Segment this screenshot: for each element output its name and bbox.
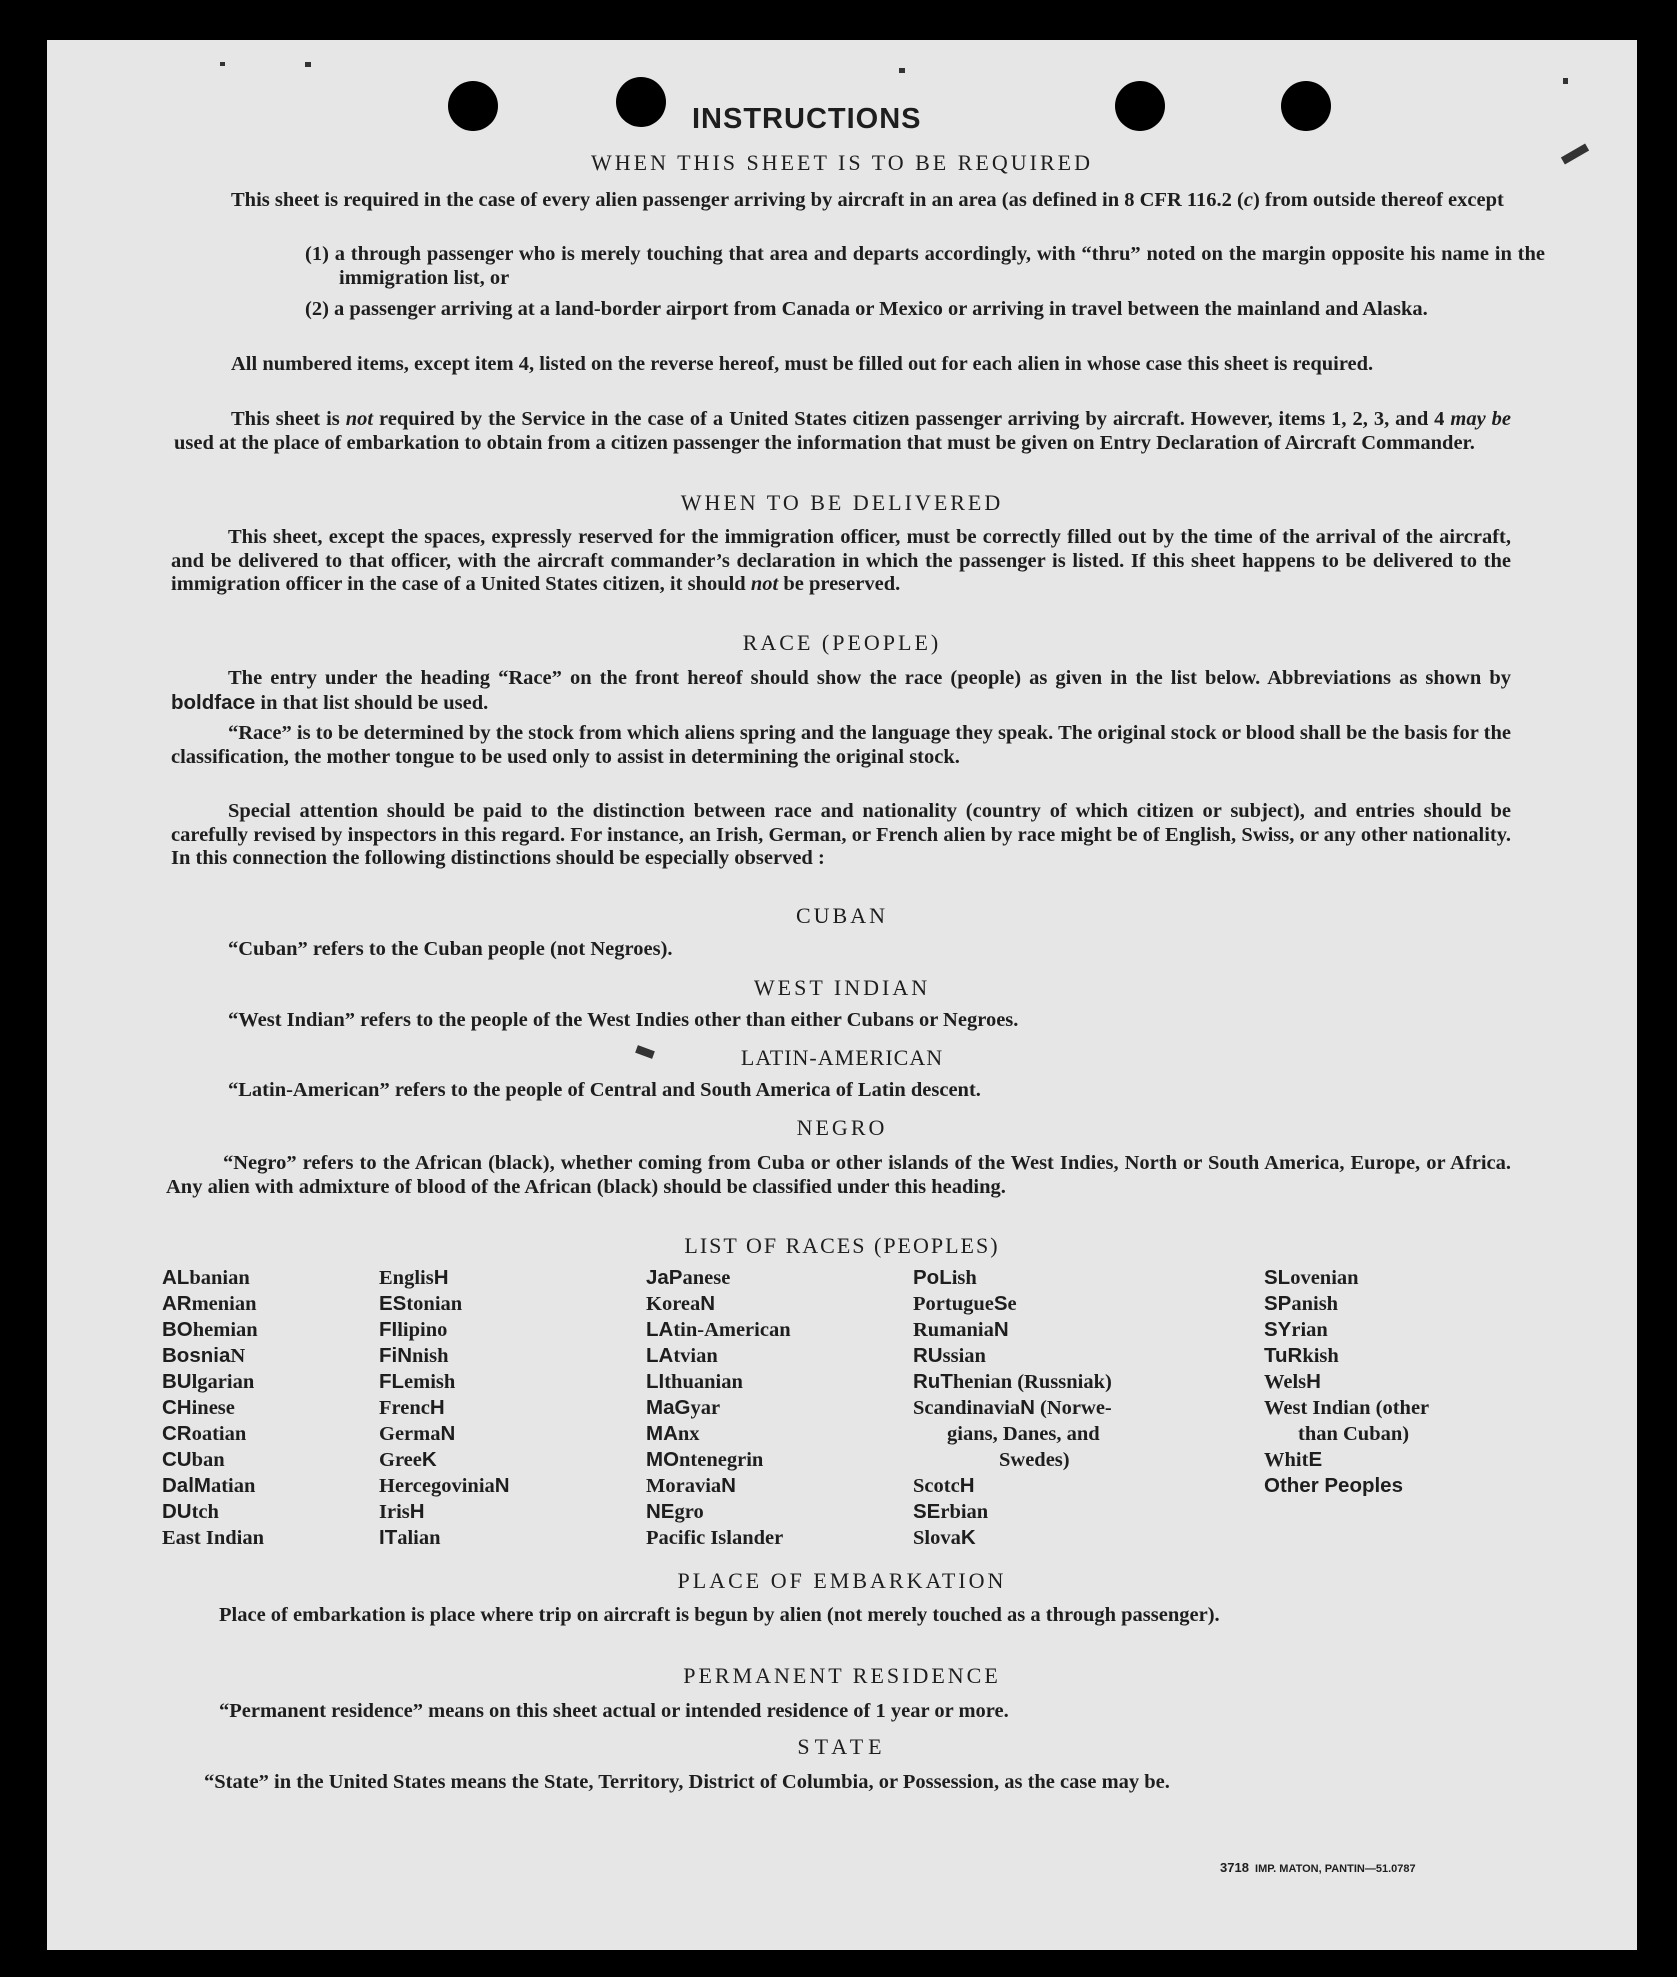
paragraph: “Latin-American” refers to the people of Central and South America of Latin descent. — [228, 1079, 981, 1101]
race-item: FrencH — [379, 1396, 445, 1419]
paragraph: “West Indian” refers to the people of the West Indies other than either Cubans or Negroes. — [228, 1009, 1019, 1031]
ink-mark — [220, 62, 225, 66]
section-heading: PLACE OF EMBARKATION — [677, 1568, 1007, 1593]
race-item: ALbanian — [162, 1266, 250, 1289]
race-item: TuRkish — [1264, 1344, 1339, 1367]
paragraph: Place of embarkation is place where trip on aircraft is begun by alien (not merely touched as a through passenger). — [219, 1604, 1220, 1626]
paragraph: “Permanent residence” means on this sheet actual or intended residence of 1 year or more. — [219, 1700, 1009, 1722]
race-item: CHinese — [162, 1396, 235, 1419]
race-item: FiNnish — [379, 1344, 449, 1367]
race-item: CRoatian — [162, 1422, 247, 1445]
paragraph: Special attention should be paid to the distinction between race and nationality (country of which citizen or subject), and entries should be carefully revised by inspectors in this regard. For instance, an Irish, German, or French alien by race might be of English, Swiss, or any other nationality. In this connection the following distinctions should be especially observed : — [171, 800, 1511, 869]
race-item: MOntenegrin — [646, 1448, 764, 1471]
race-item: SPanish — [1264, 1292, 1339, 1315]
paragraph: “Cuban” refers to the Cuban people (not Negroes). — [228, 938, 673, 960]
race-item: ScotcH — [913, 1474, 975, 1497]
ink-mark — [305, 62, 311, 67]
section-heading: CUBAN — [795, 903, 888, 928]
race-item: PortugueSe — [913, 1292, 1017, 1315]
ink-mark — [1563, 78, 1568, 84]
paragraph: The entry under the heading “Race” on the front hereof should show the race (people) as given in the list below. Abbreviations as shown by boldface in that list should be used. — [171, 667, 1511, 714]
race-item: ITalian — [379, 1526, 441, 1549]
list-item: (1) a through passenger who is merely touching that area and departs accordingly, with “thru” noted on the margin opposite his name in the immigration list, or — [305, 243, 1545, 289]
race-item: NEgro — [646, 1500, 704, 1523]
race-item: GreeK — [379, 1448, 437, 1471]
race-item: DalMatian — [162, 1474, 256, 1497]
race-item: KoreaN — [646, 1292, 716, 1315]
race-item: Other Peoples — [1264, 1474, 1403, 1497]
paragraph: This sheet, except the spaces, expressly reserved for the immigration officer, must be correctly filled out by the time of the arrival of the aircraft, and be delivered to that officer, with the aircraft commander’s declaration in which the passenger is listed. If this sheet happens to be delivered to the immigration officer in the case of a United States citizen, it should not be preserved. — [171, 526, 1511, 595]
paragraph: “State” in the United States means the State, Territory, District of Columbia, or Possession, as the case may be. — [204, 1771, 1170, 1793]
section-heading: WEST INDIAN — [753, 975, 931, 1000]
section-heading: WHEN TO BE DELIVERED — [680, 490, 1004, 515]
race-item: LAtin-American — [646, 1318, 791, 1341]
punch-hole — [616, 77, 666, 127]
paragraph: All numbered items, except item 4, listed on the reverse hereof, must be filled out for each alien in whose case this sheet is required. — [231, 353, 1374, 375]
race-item: FLemish — [379, 1370, 456, 1393]
punch-hole — [1115, 81, 1165, 131]
race-column — [913, 1265, 1253, 1551]
section-heading: NEGRO — [796, 1115, 888, 1140]
race-item: JaPanese — [646, 1266, 731, 1289]
race-item: EnglisH — [379, 1266, 449, 1289]
page-title: INSTRUCTIONS — [692, 103, 922, 135]
race-item: FIlipino — [379, 1318, 448, 1341]
section-heading: LATIN-AMERICAN — [740, 1045, 944, 1070]
race-item: DUtch — [162, 1500, 219, 1523]
race-item: WelsH — [1264, 1370, 1321, 1393]
race-item: ScandinaviaN (Norwe- — [913, 1396, 1112, 1419]
race-item: HercegoviniaN — [379, 1474, 510, 1497]
race-item: SErbian — [913, 1500, 989, 1523]
section-heading: LIST OF RACES (PEOPLES) — [684, 1233, 1000, 1258]
punch-hole — [448, 81, 498, 131]
race-item: than Cuban) — [1298, 1423, 1410, 1445]
race-item: RuThenian (Russniak) — [913, 1370, 1112, 1393]
form-number: 3718 IMP. MATON, PANTIN—51.0787 — [1220, 1860, 1416, 1875]
race-item: BUlgarian — [162, 1370, 255, 1393]
race-item: SlovaK — [913, 1526, 976, 1549]
paragraph: “Race” is to be determined by the stock from which aliens spring and the language they speak. The original stock or blood shall be the basis for the classification, the mother tongue to be used only to assist in determining the original stock. — [171, 722, 1511, 768]
race-item: SLovenian — [1264, 1266, 1359, 1289]
paragraph: This sheet is required in the case of every alien passenger arriving by aircraft in an area (as defined in 8 CFR 116.2 (c) from outside thereof except — [231, 189, 1504, 211]
race-item: East Indian — [162, 1527, 264, 1549]
race-item: PoLish — [913, 1266, 977, 1289]
race-item: RumaniaN — [913, 1318, 1009, 1341]
race-item: Pacific Islander — [646, 1527, 784, 1549]
race-item: ARmenian — [162, 1292, 257, 1315]
section-heading: PERMANENT RESIDENCE — [683, 1663, 1001, 1688]
paragraph: This sheet is not required by the Service in the case of a United States citizen passenger arriving by aircraft. However, items 1, 2, 3, and 4 may be used at the place of embarkation to obtain from a citizen passenger the information that must be given on Entry Declaration of Aircraft Commander. — [174, 408, 1511, 454]
section-heading: RACE (PEOPLE) — [742, 630, 942, 655]
section-heading: WHEN THIS SHEET IS TO BE REQUIRED — [591, 150, 1093, 175]
section-heading: STATE — [797, 1734, 887, 1759]
race-item: gians, Danes, and — [947, 1423, 1100, 1445]
race-item: LAtvian — [646, 1344, 718, 1367]
race-item: MaGyar — [646, 1396, 721, 1419]
race-column — [1264, 1265, 1524, 1499]
ink-mark — [899, 68, 905, 73]
race-item: BOhemian — [162, 1318, 258, 1341]
race-item: WhitE — [1264, 1448, 1323, 1471]
race-item: MoraviaN — [646, 1474, 736, 1497]
race-item: West Indian (other — [1264, 1397, 1430, 1419]
race-item: SYrian — [1264, 1318, 1328, 1341]
race-item: CUban — [162, 1448, 225, 1471]
list-item: (2) a passenger arriving at a land-border airport from Canada or Mexico or arriving in travel between the mainland and Alaska. — [305, 298, 1428, 320]
race-item: EStonian — [379, 1292, 463, 1315]
race-item: BosniaN — [162, 1344, 246, 1367]
race-item: MAnx — [646, 1422, 700, 1445]
race-column — [646, 1265, 916, 1551]
punch-hole — [1281, 81, 1331, 131]
paragraph: “Negro” refers to the African (black), whether coming from Cuba or other islands of the West Indies, North or South America, Europe, or Africa. Any alien with admixture of blood of the African (black) should be classified under this heading. — [166, 1152, 1511, 1198]
document-sheet — [47, 40, 1637, 1950]
race-item: LIthuanian — [646, 1370, 743, 1393]
race-column — [162, 1265, 402, 1551]
race-item: Swedes) — [999, 1449, 1070, 1471]
race-item: IrisH — [379, 1500, 425, 1523]
race-column — [379, 1265, 629, 1551]
race-item: RUssian — [913, 1344, 986, 1367]
race-item: GermaN — [379, 1422, 456, 1445]
